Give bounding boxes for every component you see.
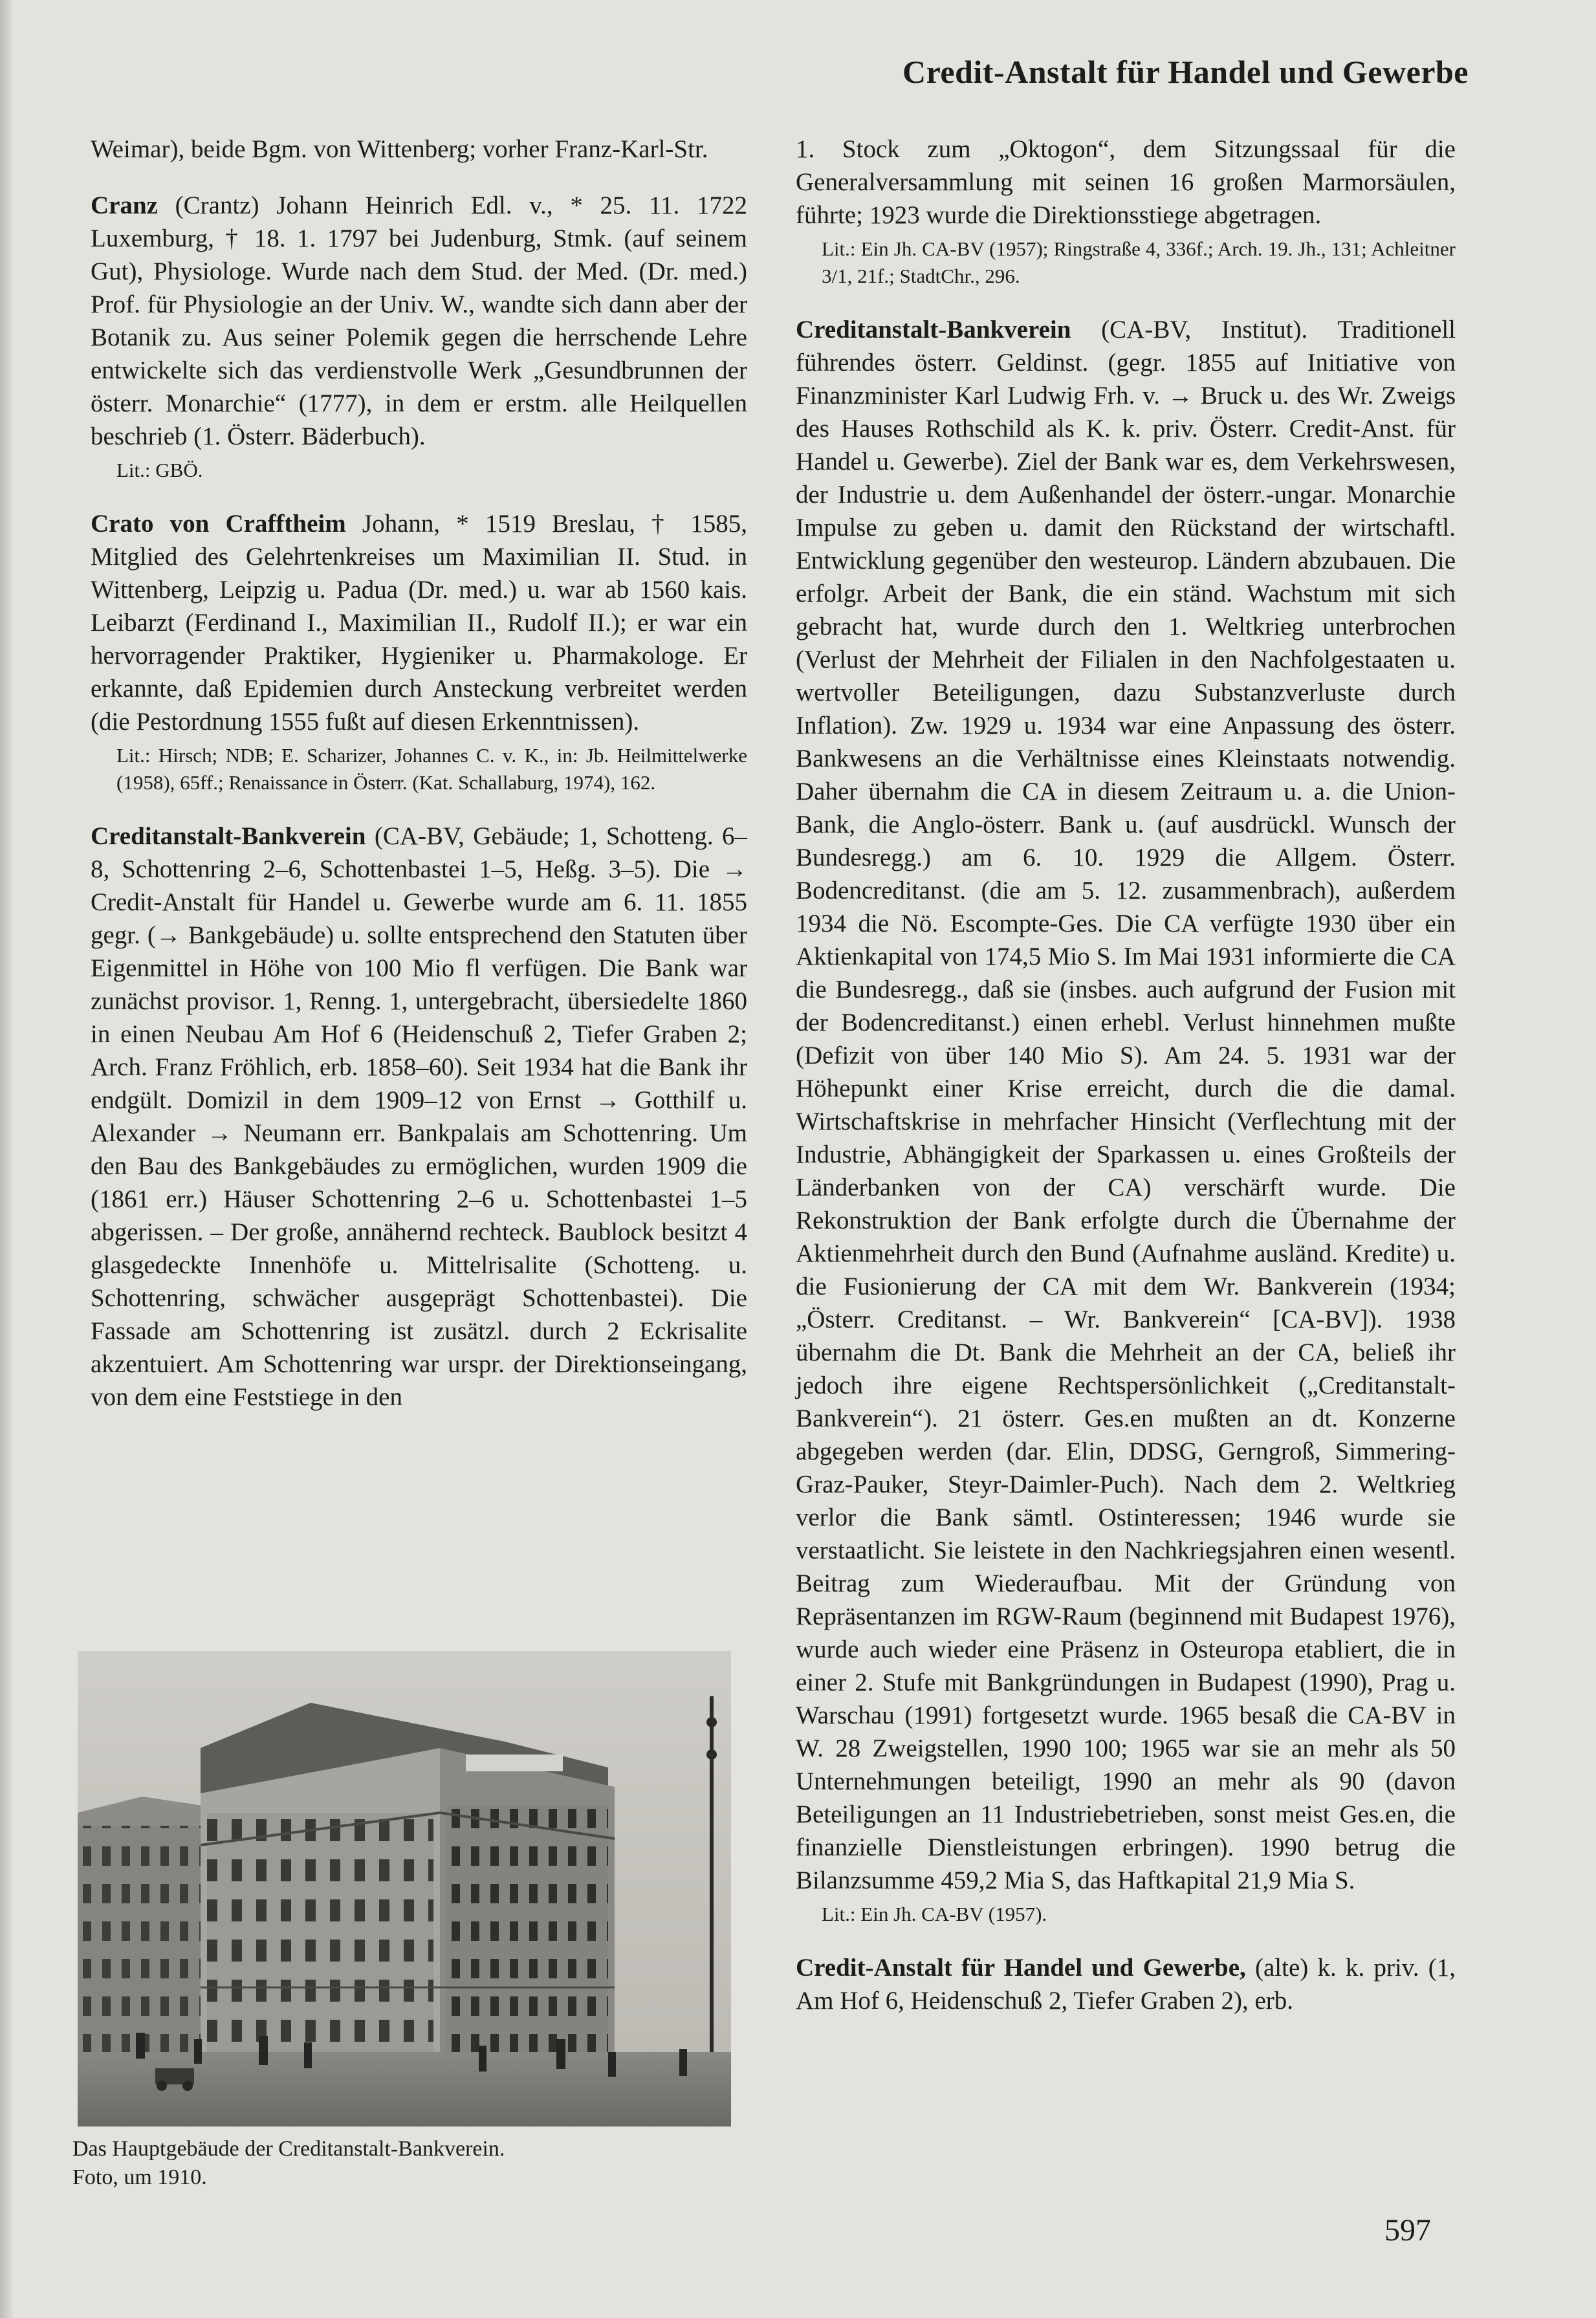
- headword: Crato von Crafftheim: [91, 510, 346, 538]
- entry-creditanstalt-gebaeude: [91, 820, 747, 1414]
- caption-line: Das Hauptgebäude der Creditanstalt-Bankverein.: [72, 2137, 505, 2161]
- headword: Creditanstalt-Bankverein: [91, 822, 366, 850]
- entry-crato: [91, 507, 747, 738]
- entry-creditanstalt-institut: [796, 313, 1456, 1897]
- entry-credit-anstalt: [796, 1951, 1456, 2017]
- right-column: [796, 133, 1456, 2017]
- literature-note: Lit.: Ein Jh. CA-BV (1957); Ringstraße 4, 336f.; Arch. 19. Jh., 131; Achleitner 3/1, 21f.; StadtChr., 296.: [822, 237, 1456, 287]
- headword: Creditanstalt-Bankverein: [796, 316, 1071, 344]
- building-photo: [78, 1651, 731, 2127]
- entry-body: (Crantz) Johann Heinrich Edl. v., * 25. 11. 1722 Luxemburg, † 18. 1. 1797 bei Judenburg, Stmk. (auf seinem Gut), Physiologe. Wurde nach dem Stud. der Med. (Dr. med.) Prof. für Physiologie an der Univ. W., wandte sich dann aber der Botanik zu. Aus seiner Polemik gegen die herrschende Lehre entwickelte sich das verdienstvolle Werk „Gesundbrunnen der österr. Monarchie“ (1777), in dem er erstm. alle Heilquellen beschrieb (1. Österr. Bäderbuch).: [91, 191, 747, 450]
- entry-body: Johann, * 1519 Breslau, † 1585, Mitglied des Gelehrtenkreises um Maximilian II. Stud. in Wittenberg, Leipzig u. Padua (Dr. med.) u. war ab 1560 kais. Leibarzt (Ferdinand I., Maximilian II., Rudolf II.); er war ein hervorragender Praktiker, Hygieniker u. Pharmakologe. Er erkannte, daß Epidemien durch Ansteckung verbreitet werden (die Pestordnung 1555 fußt auf diesen Erkenntnissen).: [91, 510, 747, 736]
- photo-caption: [72, 2135, 719, 2192]
- continuation-text: 1. Stock zum „Oktogon“, dem Sitzungssaal für die Generalversammlung mit seinen 16 großen Marmorsäulen, führte; 1923 wurde die Direktionsstiege abgetragen.: [796, 135, 1456, 229]
- caption-line: Foto, um 1910.: [72, 2165, 207, 2189]
- page-edge: [0, 0, 14, 2318]
- running-head: Credit-Anstalt für Handel und Gewerbe: [902, 54, 1469, 90]
- headword: Cranz: [91, 191, 158, 219]
- entry-body: (CA-BV, Gebäude; 1, Schotteng. 6–8, Schottenring 2–6, Schottenbastei 1–5, Heßg. 3–5). Die → Credit-Anstalt für Handel u. Gewerbe wurde am 6. 11. 1855 gegr. (→ Bankgebäude) u. sollte entsprechend den Statuten über Eigenmittel in Höhe von 100 Mio fl verfügen. Die Bank war zunächst provisor. 1, Renng. 1, untergebracht, übersiedelte 1860 in einen Neubau Am Hof 6 (Heidenschuß 2, Tiefer Graben 2; Arch. Franz Fröhlich, erb. 1858–60). Seit 1934 hat die Bank ihr endgült. Domizil in dem 1909–12 von Ernst → Gotthilf u. Alexander → Neumann err. Bankpalais am Schottenring. Um den Bau des Bankgebäudes zu ermöglichen, wurden 1909 die (1861 err.) Häuser Schottenring 2–6 u. Schottenbastei 1–5 abgerissen. – Der große, annähernd rechteck. Baublock besitzt 4 glasgedeckte Innenhöfe u. Mittelrisalite (Schotteng. u. Schottenring, schwächer ausgeprägt Schottenbastei). Die Fassade am Schottenring ist zusätzl. durch 2 Eckrisalite akzentuiert. Am Schottenring war urspr. der Direktionseingang, von dem eine Feststiege in den: [91, 822, 747, 1411]
- entry-body: (CA-BV, Institut). Traditionell führendes österr. Geldinst. (gegr. 1855 auf Initiative von Finanzminister Karl Ludwig Frh. v. → Bruck u. des Wr. Zweigs des Hauses Rothschild als K. k. priv. Österr. Credit-Anst. für Handel u. Gewerbe). Ziel der Bank war es, dem Verkehrswesen, der Industrie u. dem Außenhandel der österr.-ungar. Monarchie Impulse zu geben u. damit den Rückstand der wirtschaftl. Entwicklung gegenüber den westeurop. Ländern abzubauen. Die erfolgr. Arbeit der Bank, die ein ständ. Wachstum mit sich gebracht hat, wurde durch den 1. Weltkrieg unterbrochen (Verlust der Mehrheit der Filialen in den Nachfolgestaaten u. wertvoller Beteiligungen, dazu Substanzverluste durch Inflation). Zw. 1929 u. 1934 war eine Anpassung des österr. Bankwesens an die Verhältnisse eines Kleinstaats notwendig. Daher übernahm die CA in diesem Zeitraum u. a. die Union-Bank, die Anglo-österr. Bank u. (auf ausdrückl. Wunsch der Bundesregg.) am 6. 10. 1929 die Allgem. Österr. Bodencreditanst. (die am 5. 12. zusammenbrach), außerdem 1934 die Nö. Escompte-Ges. Die CA verfügte 1930 über ein Aktienkapital von 174,5 Mio S. Im Mai 1931 informierte die CA die Bundesregg., daß sie (insbes. auch aufgrund der Fusion mit der Bodencreditanst.) einen erhebl. Verlust hinnehmen mußte (Defizit von über 140 Mio S). Am 24. 5. 1931 war der Höhepunkt einer Krise erreicht, durch die die damal. Wirtschaftskrise in mehrfacher Hinsicht (Verflechtung mit der Industrie, Abhängigkeit der Sparkassen u. eines Großteils der Länderbanken von der CA) verschärft wurde. Die Rekonstruktion der Bank erfolgte durch die Übernahme der Aktienmehrheit durch den Bund (Aufnahme ausländ. Kredite) u. die Fusionierung der CA mit dem Wr. Bankverein (1934; „Österr. Creditanst. – Wr. Bankverein“ [CA-BV]). 1938 übernahm die Dt. Bank die Mehrheit an der CA, beließ ihr jedoch ihre eigene Rechtspersönlichkeit („Creditanstalt-Bankverein“). 21 österr. Ges.en mußten an dt. Konzerne abgegeben werden (dar. Elin, DDSG, Gerngroß, Simmering-Graz-Pauker, Steyr-Daimler-Puch). Nach dem 2. Weltkrieg verlor die Bank sämtl. Ostinteressen; 1946 wurde sie verstaatlicht. Sie leistete in den Nachkriegsjahren einen wesentl. Beitrag zum Wiederaufbau. Mit der Gründung von Repräsentanzen im RGW-Raum (beginnend mit Budapest 1976), wurde auch wieder eine Präsenz in Osteuropa etabliert, die in einer 2. Stufe mit Bankgründungen in Budapest (1990), Prag u. Warschau (1991) fortgesetzt wurde. 1965 besaß die CA-BV in W. 28 Zweigstellen, 1990 100; 1965 war sie an mehr als 50 Unternehmungen beteiligt, 1990 an mehr als 90 (davon Beteiligungen an 11 Industriebetrieben, sonst meist Ges.en, die finanzielle Dienstleistungen erbringen). 1990 betrug die Bilanzsumme 459,2 Mia S, das Haftkapital 21,9 Mia S.: [796, 316, 1456, 1894]
- headword: Credit-Anstalt für Handel und Gewerbe,: [796, 1954, 1246, 1982]
- literature-note: Lit.: GBÖ.: [116, 459, 203, 481]
- left-column: [91, 133, 747, 1414]
- entry-body: (alte) k. k. priv. (1, Am Hof 6, Heidenschuß 2, Tiefer Graben 2), erb.: [796, 1954, 1456, 2015]
- page-number: 597: [1384, 2213, 1431, 2247]
- literature-note: Lit.: Ein Jh. CA-BV (1957).: [822, 1903, 1047, 1925]
- entry-cranz: [91, 189, 747, 453]
- continuation-text: Weimar), beide Bgm. von Wittenberg; vorher Franz-Karl-Str.: [91, 135, 708, 163]
- literature-note: Lit.: Hirsch; NDB; E. Scharizer, Johannes C. v. K., in: Jb. Heilmittelwerke (1958), 65ff.; Renaissance in Österr. (Kat. Schallaburg, 1974), 162.: [116, 744, 747, 794]
